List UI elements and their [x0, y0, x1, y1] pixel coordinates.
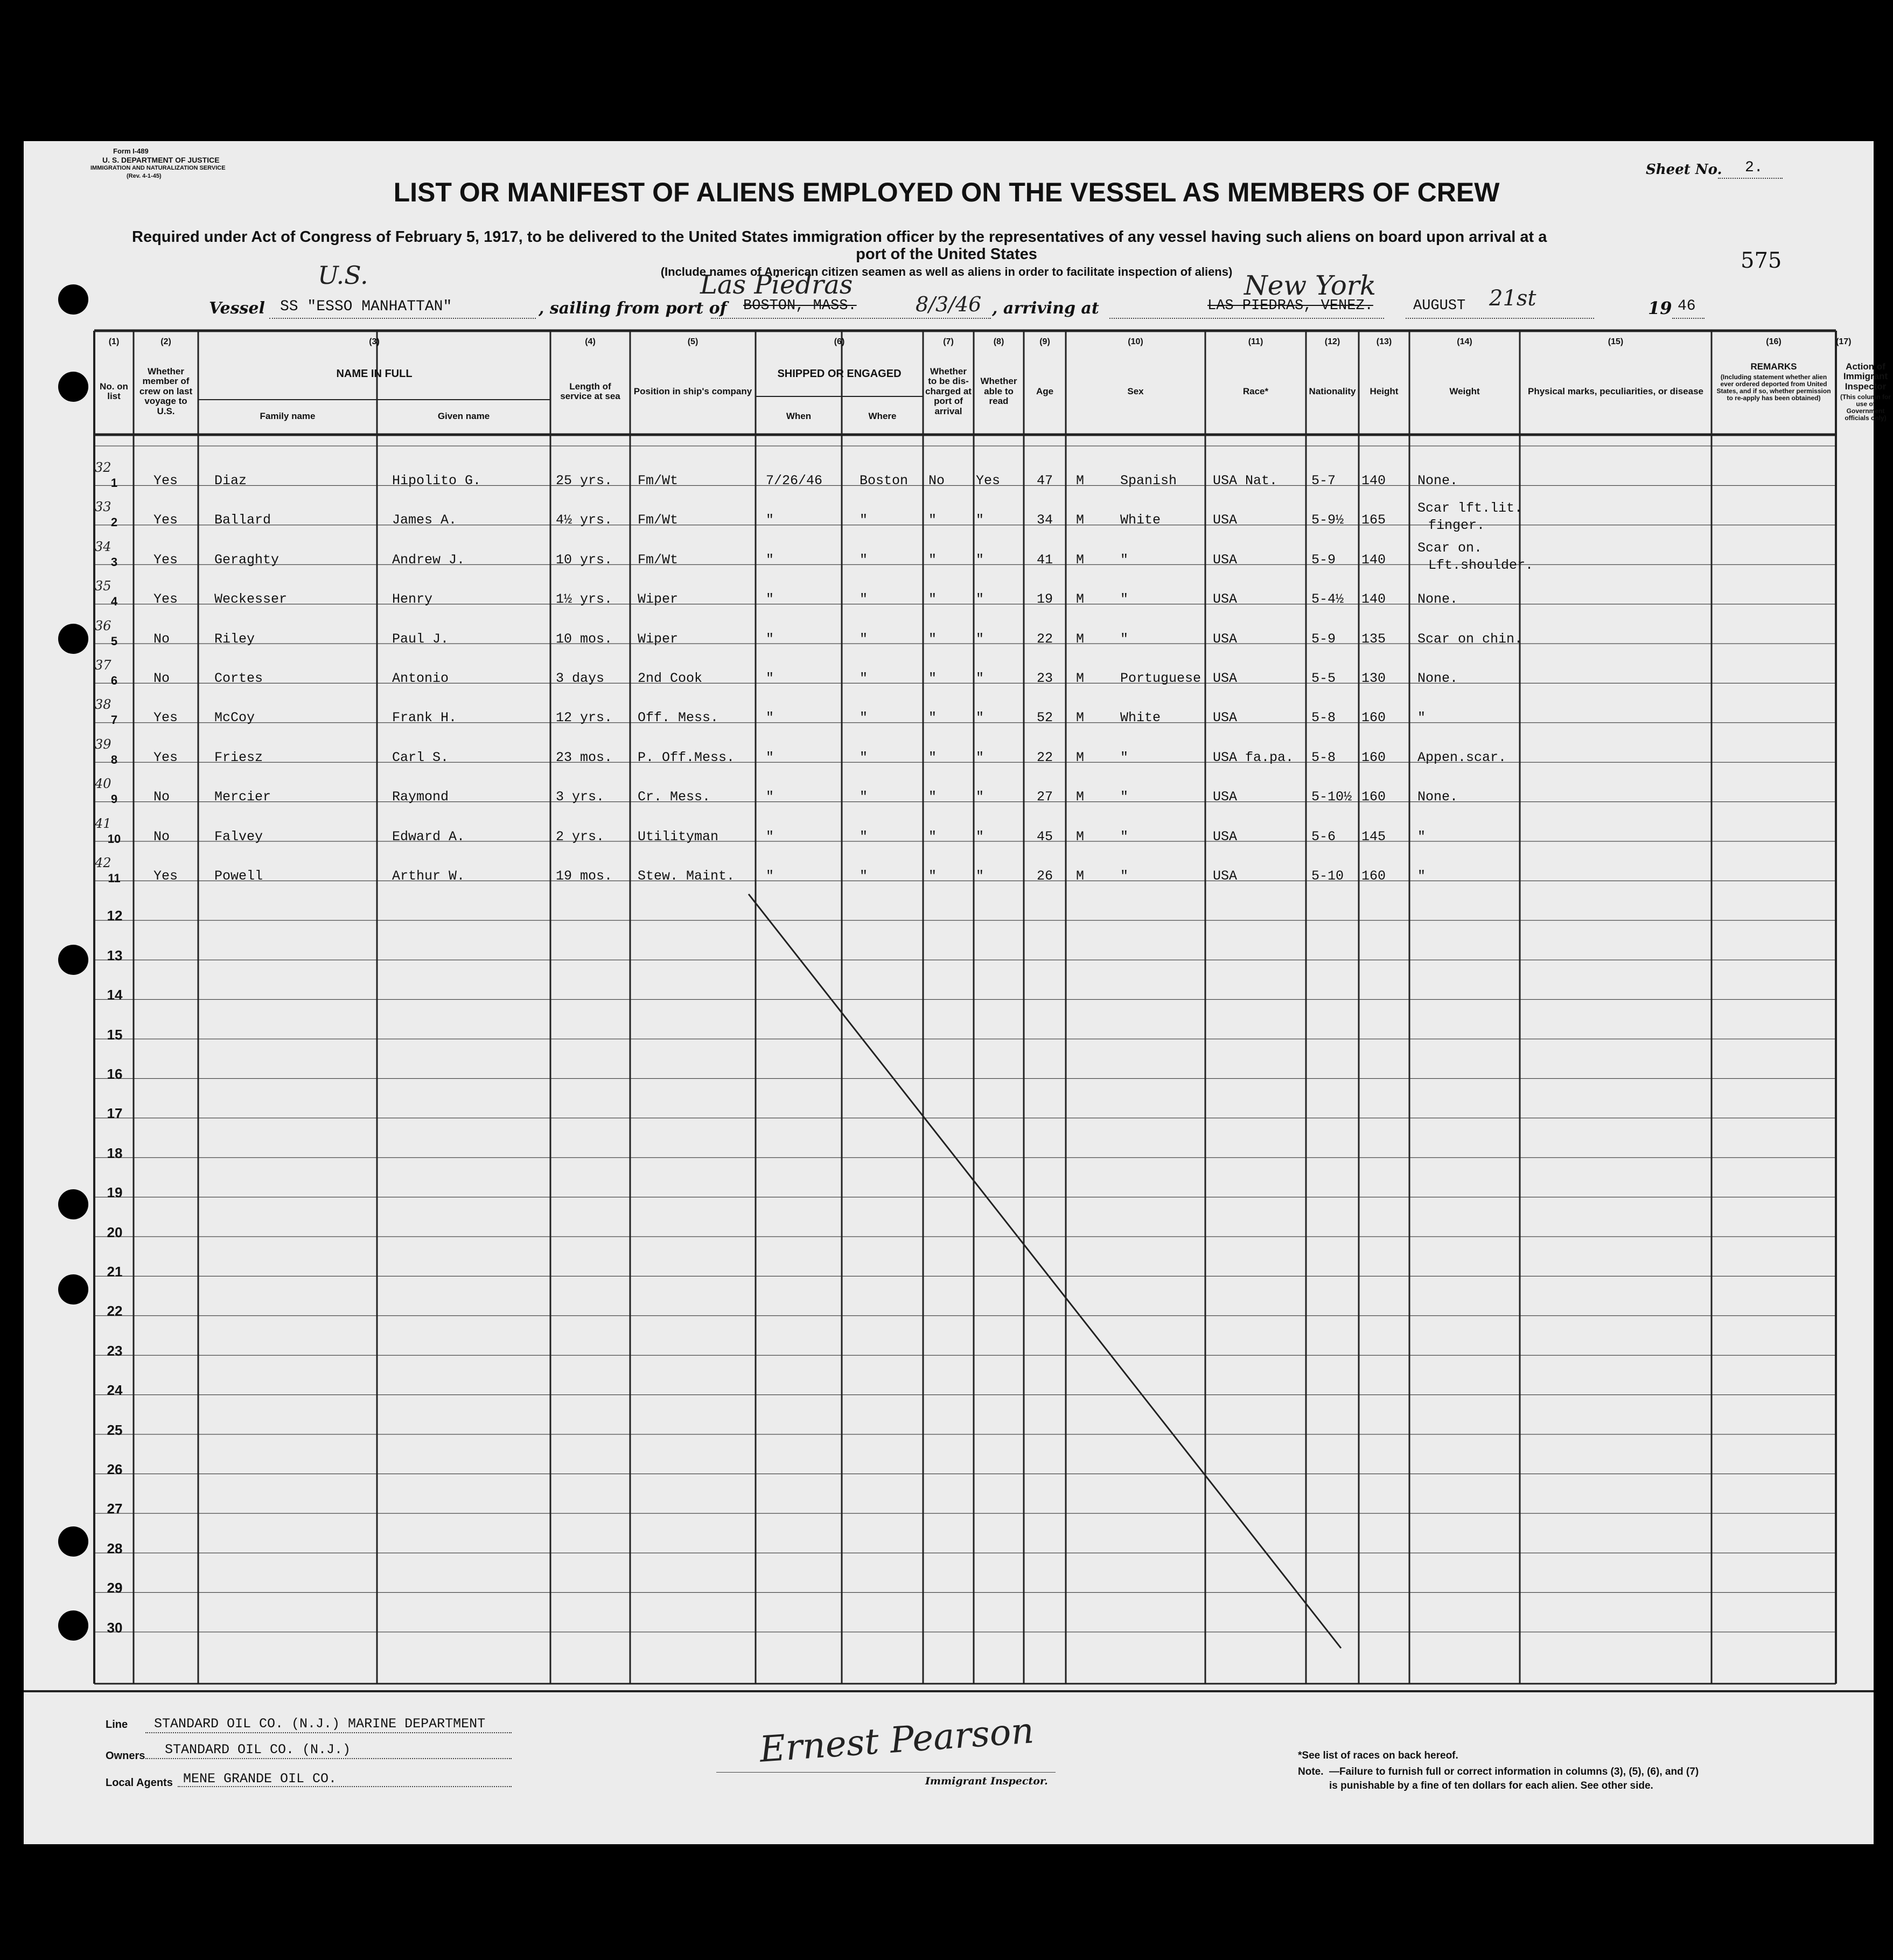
- discharged-cell: ": [928, 828, 937, 845]
- subtitle-line-1: Required under Act of Congress of February 5, 1917, to be delivered to the United States immigration officer by the representatives of any vessel having such aliens on board upon arrival at a: [132, 228, 1547, 246]
- height-cell: 5-4½: [1311, 591, 1344, 608]
- race-cell: ": [1120, 868, 1129, 884]
- age-cell: 22: [1037, 749, 1053, 765]
- able-to-read-cell: ": [976, 591, 984, 608]
- position-cell: Fm/Wt: [638, 473, 679, 489]
- department: U. S. DEPARTMENT OF JUSTICE: [102, 156, 220, 164]
- physical-marks-cell: ": [1417, 868, 1426, 884]
- able-to-read-cell: ": [976, 749, 984, 765]
- column-number: (4): [585, 337, 596, 346]
- crew-last-voyage-cell: No: [153, 671, 170, 686]
- column-header: NAME IN FULL: [336, 368, 413, 380]
- shipped-where-cell: ": [860, 789, 868, 805]
- race-cell: ": [1120, 789, 1129, 805]
- height-cell: 5-9: [1311, 552, 1336, 568]
- column-number: (6): [834, 337, 845, 346]
- sex-cell: M: [1076, 512, 1085, 528]
- row-number: 23: [107, 1342, 123, 1359]
- height-cell: 5-9: [1311, 631, 1336, 647]
- race-cell: ": [1120, 749, 1129, 765]
- nationality-cell: USA fa.pa.: [1213, 749, 1294, 765]
- able-to-read-cell: ": [976, 631, 984, 647]
- column-number: (1): [108, 337, 120, 346]
- nationality-cell: USA: [1213, 789, 1238, 805]
- nationality-cell: USA: [1213, 710, 1238, 726]
- year-prefix: 19: [1648, 298, 1672, 318]
- position-cell: Stew. Maint.: [638, 868, 735, 884]
- shipped-when-cell: ": [766, 749, 774, 765]
- line-label: Line: [106, 1719, 128, 1731]
- family-name-cell: Falvey: [214, 828, 263, 845]
- discharged-cell: ": [928, 512, 937, 528]
- crew-last-voyage-cell: Yes: [153, 552, 178, 568]
- nationality-cell: USA: [1213, 591, 1238, 608]
- age-cell: 47: [1037, 473, 1053, 489]
- sex-cell: M: [1076, 828, 1085, 845]
- column-header: SHIPPED OR ENGAGED: [777, 368, 902, 380]
- family-name-cell: Diaz: [214, 473, 247, 489]
- handwritten-list-number: 38: [95, 697, 111, 713]
- column-header: Race*: [1242, 386, 1269, 396]
- family-name-cell: Weckesser: [214, 591, 288, 608]
- note-text: —Failure to furnish full or correct information in columns (3), (5), (6), and (7): [1329, 1766, 1699, 1777]
- position-cell: Fm/Wt: [638, 512, 679, 528]
- row-number: 5: [110, 634, 118, 648]
- shipped-when-cell: ": [766, 789, 774, 805]
- age-cell: 41: [1037, 552, 1053, 568]
- row-number: 3: [110, 555, 118, 569]
- given-name-cell: Antonio: [392, 671, 449, 686]
- given-name-cell: Hipolito G.: [392, 473, 481, 489]
- column-number: (11): [1248, 337, 1263, 346]
- handwritten-list-number: 34: [95, 539, 111, 554]
- handwritten-list-number: 36: [95, 618, 111, 633]
- race-cell: ": [1120, 631, 1129, 647]
- height-cell: 5-7: [1311, 473, 1336, 489]
- height-cell: 5-6: [1311, 828, 1336, 845]
- length-of-service-cell: 1½ yrs.: [556, 591, 613, 608]
- sheet-label: Sheet No.: [1646, 162, 1722, 178]
- handwritten-list-number: 35: [95, 578, 111, 594]
- column-number: (2): [160, 337, 171, 346]
- sex-cell: M: [1076, 631, 1085, 647]
- subtitle-line-2: port of the United States: [856, 246, 1037, 263]
- races-note: *See list of races on back hereof.: [1298, 1750, 1458, 1761]
- shipped-when-cell: ": [766, 828, 774, 845]
- shipped-where-cell: ": [860, 512, 868, 528]
- given-name-cell: Arthur W.: [392, 868, 465, 884]
- row-number: 10: [107, 832, 121, 846]
- crew-last-voyage-cell: No: [153, 789, 170, 805]
- physical-marks-cell: None.: [1417, 591, 1458, 608]
- weight-cell: 130: [1361, 671, 1386, 686]
- row-number: 22: [107, 1303, 123, 1320]
- agents-label: Local Agents: [106, 1777, 173, 1789]
- row-number: 13: [107, 947, 123, 964]
- inspector-label: Immigrant Inspector.: [925, 1775, 1048, 1787]
- length-of-service-cell: 4½ yrs.: [556, 512, 613, 528]
- discharged-cell: ": [928, 868, 937, 884]
- able-to-read-cell: ": [976, 552, 984, 568]
- discharged-cell: No: [928, 473, 945, 489]
- height-cell: 5-8: [1311, 749, 1336, 765]
- nationality-cell: USA: [1213, 868, 1238, 884]
- service: IMMIGRATION AND NATURALIZATION SERVICE: [90, 165, 226, 171]
- position-cell: Utilityman: [638, 828, 719, 845]
- row-number: 16: [107, 1066, 123, 1082]
- discharged-cell: ": [928, 749, 937, 765]
- crew-last-voyage-cell: Yes: [153, 512, 178, 528]
- column-header-note: (Including statement whether alien ever ordered deported from United States, and if so, whether permission to re-apply has been obtained): [1716, 373, 1831, 402]
- shipped-where-cell: ": [860, 671, 868, 686]
- length-of-service-cell: 23 mos.: [556, 749, 613, 765]
- sex-cell: M: [1076, 552, 1085, 568]
- column-header: Length of service at sea: [560, 381, 620, 401]
- weight-cell: 140: [1361, 591, 1386, 608]
- vessel-name: SS "ESSO MANHATTAN": [280, 298, 452, 315]
- discharged-cell: ": [928, 552, 937, 568]
- sailing-hand: Las Piedras: [700, 270, 853, 300]
- position-cell: Fm/Wt: [638, 552, 679, 568]
- nationality-cell: USA: [1213, 671, 1238, 686]
- age-cell: 52: [1037, 710, 1053, 726]
- arriving-label: , arriving at: [992, 299, 1099, 318]
- weight-cell: 165: [1361, 512, 1386, 528]
- shipped-when-cell: ": [766, 710, 774, 726]
- row-number: 8: [110, 752, 118, 766]
- family-name-cell: Riley: [214, 631, 255, 647]
- column-header: REMARKS (Including statement whether alien ever ordered deported from United States, and if so, whether permission to re-apply has been obtained): [1714, 362, 1834, 443]
- height-cell: 5-10½: [1311, 789, 1352, 805]
- row-number: 7: [110, 713, 118, 727]
- column-subheader: Where: [868, 410, 897, 421]
- sailing-port: BOSTON, MASS.: [743, 298, 857, 314]
- column-number: (10): [1128, 337, 1143, 346]
- physical-marks-cell: None.: [1417, 671, 1458, 686]
- column-number: (9): [1039, 337, 1050, 346]
- physical-marks-cell: ": [1417, 710, 1426, 726]
- length-of-service-cell: 2 yrs.: [556, 828, 605, 845]
- nationality-cell: USA: [1213, 512, 1238, 528]
- nationality-cell: USA: [1213, 631, 1238, 647]
- given-name-cell: Raymond: [392, 789, 449, 805]
- handwritten-list-number: 42: [95, 855, 111, 870]
- family-name-cell: McCoy: [214, 710, 255, 726]
- discharged-cell: ": [928, 789, 937, 805]
- column-header: Sex: [1127, 386, 1144, 396]
- shipped-where-cell: ": [860, 868, 868, 884]
- handwritten-list-number: 40: [95, 776, 111, 792]
- discharged-cell: ": [928, 631, 937, 647]
- sailing-label: , sailing from port of: [539, 299, 727, 318]
- vessel-label: Vessel: [209, 299, 265, 318]
- race-cell: ": [1120, 828, 1129, 845]
- stamp-number: 575: [1741, 248, 1782, 273]
- sailing-date: 8/3/46: [916, 292, 982, 316]
- column-header: No. on list: [100, 381, 128, 401]
- weight-cell: 135: [1361, 631, 1386, 647]
- sex-cell: M: [1076, 749, 1085, 765]
- owners-value: STANDARD OIL CO. (N.J.): [165, 1742, 351, 1757]
- weight-cell: 160: [1361, 789, 1386, 805]
- nationality-cell: USA: [1213, 828, 1238, 845]
- height-cell: 5-10: [1311, 868, 1344, 884]
- shipped-where-cell: ": [860, 749, 868, 765]
- row-number: 26: [107, 1461, 123, 1477]
- column-header: Whether to be dis-charged at port of arrival: [925, 366, 972, 416]
- row-number: 14: [107, 987, 123, 1003]
- length-of-service-cell: 25 yrs.: [556, 473, 613, 489]
- row-number: 2: [110, 515, 118, 529]
- column-number: (16): [1766, 337, 1782, 346]
- physical-marks-cell: ": [1417, 828, 1426, 845]
- year-suffix: 46: [1678, 298, 1696, 315]
- column-number: (15): [1608, 337, 1624, 346]
- column-number: (12): [1324, 337, 1340, 346]
- row-number: 15: [107, 1026, 123, 1043]
- column-subheader: Given name: [437, 410, 490, 421]
- shipped-where-cell: ": [860, 710, 868, 726]
- race-cell: Portuguese: [1120, 671, 1202, 686]
- height-cell: 5-8: [1311, 710, 1336, 726]
- shipped-when-cell: ": [766, 868, 774, 884]
- shipped-where-cell: ": [860, 828, 868, 845]
- row-number: 24: [107, 1382, 123, 1399]
- shipped-when-cell: ": [766, 671, 774, 686]
- note-label: Note.: [1298, 1766, 1324, 1777]
- column-number: (14): [1457, 337, 1472, 346]
- sex-cell: M: [1076, 710, 1085, 726]
- row-number: 11: [108, 871, 121, 885]
- family-name-cell: Powell: [214, 868, 263, 884]
- length-of-service-cell: 10 mos.: [556, 631, 613, 647]
- row-number: 12: [107, 908, 123, 924]
- form-number: Form I-489: [113, 147, 149, 155]
- race-cell: White: [1120, 512, 1161, 528]
- column-number: (17): [1836, 337, 1852, 346]
- column-header: Weight: [1449, 386, 1480, 396]
- inspector-signature: Ernest Pearson: [758, 1710, 1036, 1770]
- page-title: LIST OR MANIFEST OF ALIENS EMPLOYED ON THE VESSEL AS MEMBERS OF CREW: [393, 177, 1500, 207]
- position-cell: Cr. Mess.: [638, 789, 711, 805]
- crew-last-voyage-cell: Yes: [153, 473, 178, 489]
- age-cell: 27: [1037, 789, 1053, 805]
- row-number: 19: [107, 1184, 123, 1201]
- column-header: Whether able to read: [980, 376, 1017, 407]
- sex-cell: M: [1076, 789, 1085, 805]
- arrival-month: AUGUST: [1413, 298, 1466, 314]
- physical-marks-cell: Scar lft.lit.: [1417, 500, 1523, 517]
- column-number: (13): [1376, 337, 1392, 346]
- shipped-where-cell: ": [860, 552, 868, 568]
- shipped-when-cell: ": [766, 591, 774, 608]
- able-to-read-cell: ": [976, 671, 984, 686]
- shipped-when-cell: 7/26/46: [766, 473, 823, 489]
- shipped-when-cell: ": [766, 552, 774, 568]
- column-subheader: Family name: [260, 410, 316, 421]
- column-subheader: When: [786, 410, 812, 421]
- column-header: Nationality: [1309, 386, 1356, 396]
- length-of-service-cell: 12 yrs.: [556, 710, 613, 726]
- row-number: 4: [110, 595, 118, 609]
- weight-cell: 160: [1361, 868, 1386, 884]
- column-number: (5): [687, 337, 698, 346]
- age-cell: 45: [1037, 828, 1053, 845]
- row-number: 20: [107, 1224, 123, 1240]
- able-to-read-cell: ": [976, 710, 984, 726]
- row-number: 1: [110, 476, 118, 490]
- age-cell: 26: [1037, 868, 1053, 884]
- position-cell: Wiper: [638, 631, 679, 647]
- vessel-hand-note: U.S.: [318, 261, 368, 290]
- column-number: (8): [993, 337, 1004, 346]
- age-cell: 23: [1037, 671, 1053, 686]
- line-value: STANDARD OIL CO. (N.J.) MARINE DEPARTMENT: [154, 1716, 486, 1732]
- handwritten-list-number: 39: [95, 736, 111, 752]
- handwritten-list-number: 32: [95, 460, 111, 475]
- given-name-cell: James A.: [392, 512, 457, 528]
- row-number: 29: [107, 1580, 123, 1596]
- able-to-read-cell: ": [976, 868, 984, 884]
- position-cell: 2nd Cook: [638, 671, 703, 686]
- age-cell: 19: [1037, 591, 1053, 608]
- column-header-note: (This column for use of Government officials only): [1840, 393, 1891, 422]
- sex-cell: M: [1076, 868, 1085, 884]
- physical-marks-cell: None.: [1417, 473, 1458, 489]
- able-to-read-cell: ": [976, 789, 984, 805]
- column-header: Physical marks, peculiarities, or disease: [1527, 386, 1703, 396]
- handwritten-list-number: 33: [95, 499, 111, 515]
- column-header: Whether member of crew on last voyage to U.S.: [139, 366, 193, 416]
- given-name-cell: Andrew J.: [392, 552, 465, 568]
- row-number: 18: [107, 1145, 123, 1161]
- shipped-where-cell: ": [860, 631, 868, 647]
- race-cell: Spanish: [1120, 473, 1177, 489]
- owners-label: Owners: [106, 1750, 145, 1762]
- family-name-cell: Mercier: [214, 789, 271, 805]
- column-number: (3): [369, 337, 380, 346]
- sex-cell: M: [1076, 473, 1085, 489]
- row-number: 6: [110, 674, 118, 687]
- length-of-service-cell: 3 days: [556, 671, 605, 686]
- race-cell: White: [1120, 710, 1161, 726]
- shipped-where-cell: ": [860, 591, 868, 608]
- column-number: (7): [943, 337, 954, 346]
- shipped-when-cell: ": [766, 512, 774, 528]
- discharged-cell: ": [928, 710, 937, 726]
- column-header: Position in ship's company: [633, 386, 752, 396]
- column-header: Height: [1370, 386, 1399, 396]
- shipped-when-cell: ": [766, 631, 774, 647]
- handwritten-list-number: 41: [95, 815, 111, 831]
- physical-marks-cell: Scar on chin.: [1417, 631, 1523, 647]
- weight-cell: 145: [1361, 828, 1386, 845]
- physical-marks-cell: Scar on.: [1417, 540, 1483, 556]
- crew-last-voyage-cell: Yes: [153, 749, 178, 765]
- weight-cell: 160: [1361, 710, 1386, 726]
- given-name-cell: Carl S.: [392, 749, 449, 765]
- given-name-cell: Paul J.: [392, 631, 449, 647]
- race-cell: ": [1120, 552, 1129, 568]
- column-header: Age: [1036, 386, 1054, 396]
- position-cell: Wiper: [638, 591, 679, 608]
- nationality-cell: USA: [1213, 552, 1238, 568]
- row-number: 25: [107, 1421, 123, 1438]
- able-to-read-cell: ": [976, 512, 984, 528]
- length-of-service-cell: 19 mos.: [556, 868, 613, 884]
- race-cell: ": [1120, 591, 1129, 608]
- height-cell: 5-5: [1311, 671, 1336, 686]
- nationality-cell: USA Nat.: [1213, 473, 1278, 489]
- discharged-cell: ": [928, 591, 937, 608]
- sheet-number: 2.: [1745, 159, 1763, 176]
- row-number: 30: [107, 1619, 123, 1636]
- length-of-service-cell: 10 yrs.: [556, 552, 613, 568]
- position-cell: Off. Mess.: [638, 710, 719, 726]
- physical-marks-cell-line2: Lft.shoulder.: [1428, 557, 1534, 573]
- sex-cell: M: [1076, 671, 1085, 686]
- able-to-read-cell: Yes: [976, 473, 1001, 489]
- physical-marks-cell-line2: finger.: [1428, 518, 1485, 534]
- revision: (Rev. 4-1-45): [127, 173, 162, 179]
- shipped-where-cell: Boston: [860, 473, 909, 489]
- family-name-cell: Ballard: [214, 512, 271, 528]
- arriving-hand: New York: [1244, 270, 1376, 301]
- age-cell: 22: [1037, 631, 1053, 647]
- row-number: 28: [107, 1540, 123, 1557]
- row-number: 21: [107, 1264, 123, 1280]
- sex-cell: M: [1076, 591, 1085, 608]
- position-cell: P. Off.Mess.: [638, 749, 735, 765]
- height-cell: 5-9½: [1311, 512, 1344, 528]
- physical-marks-cell: Appen.scar.: [1417, 749, 1507, 765]
- row-number: 27: [107, 1501, 123, 1517]
- family-name-cell: Geraghty: [214, 552, 280, 568]
- given-name-cell: Frank H.: [392, 710, 457, 726]
- family-name-cell: Cortes: [214, 671, 263, 686]
- crew-last-voyage-cell: No: [153, 828, 170, 845]
- diagonal-strike-line: [749, 894, 1341, 1648]
- crew-last-voyage-cell: Yes: [153, 868, 178, 884]
- family-name-cell: Friesz: [214, 749, 263, 765]
- row-number: 17: [107, 1105, 123, 1122]
- arriving-port: LAS PIEDRAS, VENEZ.: [1207, 298, 1373, 314]
- arrival-day: 21st: [1489, 286, 1536, 311]
- length-of-service-cell: 3 yrs.: [556, 789, 605, 805]
- able-to-read-cell: ": [976, 828, 984, 845]
- discharged-cell: ": [928, 671, 937, 686]
- weight-cell: 140: [1361, 473, 1386, 489]
- crew-last-voyage-cell: No: [153, 631, 170, 647]
- subtitle-line-3: (Include names of American citizen seamen as well as aliens in order to facilitate inspection of aliens): [660, 265, 1233, 278]
- note-text-2: is punishable by a fine of ten dollars for each alien. See other side.: [1329, 1780, 1653, 1791]
- given-name-cell: Edward A.: [392, 828, 465, 845]
- age-cell: 34: [1037, 512, 1053, 528]
- agents-value: MENE GRANDE OIL CO.: [183, 1771, 337, 1787]
- physical-marks-cell: None.: [1417, 789, 1458, 805]
- crew-last-voyage-cell: Yes: [153, 591, 178, 608]
- handwritten-list-number: 37: [95, 658, 111, 673]
- column-header: Action of Immigrant Inspector (This column for use of Government officials only): [1838, 362, 1893, 443]
- crew-last-voyage-cell: Yes: [153, 710, 178, 726]
- given-name-cell: Henry: [392, 591, 433, 608]
- weight-cell: 140: [1361, 552, 1386, 568]
- weight-cell: 160: [1361, 749, 1386, 765]
- row-number: 9: [110, 792, 118, 806]
